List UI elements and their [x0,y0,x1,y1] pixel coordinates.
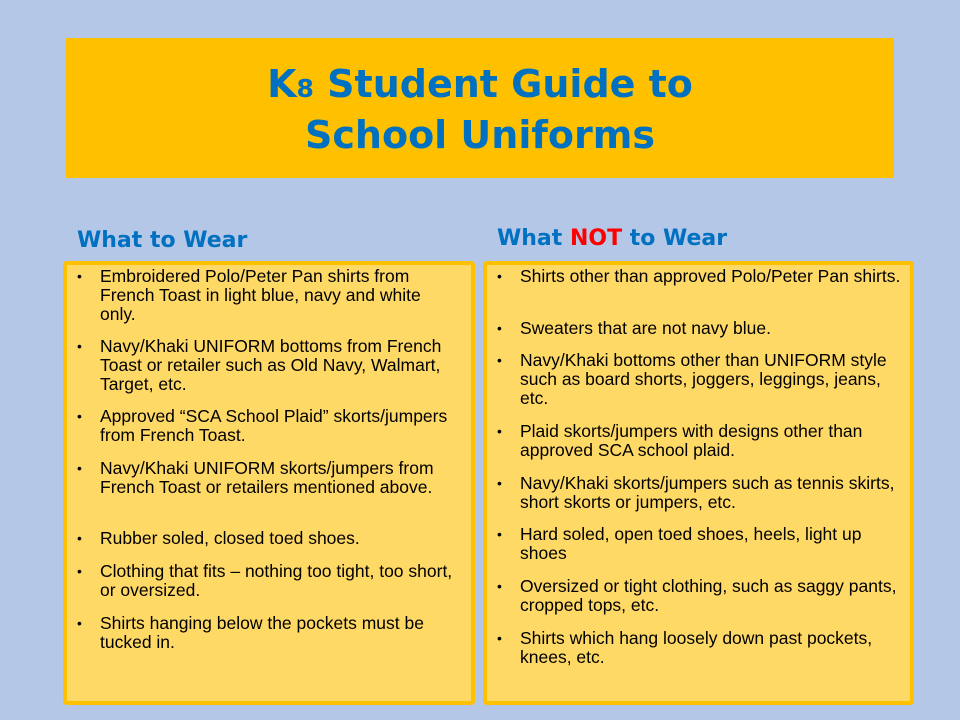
bullet-icon: • [497,320,502,336]
heading-to-wear: to Wear [622,226,728,251]
bullet-icon: • [77,563,82,579]
heading-not-word: NOT [569,226,623,251]
what-to-wear-panel [63,261,475,705]
list-item-text: Navy/Khaki UNIFORM bottoms from French Toast or retailer such as Old Navy, Walmart, Target, etc. [100,336,442,394]
list-item [67,459,467,497]
bullet-icon: • [497,526,502,542]
list-item-text: Shirts hanging below the pockets must be tucked in. [100,613,424,652]
list-item [67,267,467,324]
list-item [487,267,912,286]
what-not-to-wear-panel [483,261,914,705]
list-item-text: Approved “SCA School Plaid” skorts/jumpers from French Toast. [100,406,448,445]
what-to-wear-heading: What to Wear [77,228,248,253]
title-banner [66,38,894,178]
title-k: K [267,61,297,106]
list-item-text: Shirts which hang loosely down past pockets, knees, etc. [520,628,873,667]
list-item [67,529,467,548]
list-item [487,525,912,563]
bullet-icon: • [77,615,82,631]
list-item [67,337,467,394]
list-item-text: Oversized or tight clothing, such as saggy pants, cropped tops, etc. [520,576,897,615]
list-item-text: Rubber soled, closed toed shoes. [100,528,360,548]
bullet-icon: • [77,408,82,424]
list-item-text: Plaid skorts/jumpers with designs other than approved SCA school plaid. [520,421,863,460]
list-item [67,614,467,652]
bullet-icon: • [497,423,502,439]
what-not-to-wear-heading [497,224,727,254]
list-item [67,562,467,600]
bullet-icon: • [77,460,82,476]
page-title-line-1 [267,61,693,112]
bullet-icon: • [497,268,502,284]
list-item-text: Navy/Khaki UNIFORM skorts/jumpers from French Toast or retailers mentioned above. [100,458,434,497]
list-item-text: Embroidered Polo/Peter Pan shirts from French Toast in light blue, navy and white only. [100,266,421,324]
bullet-icon: • [497,578,502,594]
heading-what: What [497,226,570,251]
title-grade-number: 8 [296,73,314,103]
bullet-icon: • [77,338,82,354]
list-item [487,422,912,460]
list-item-text: Shirts other than approved Polo/Peter Pan shirts. [520,266,901,286]
list-item [487,351,912,408]
list-item-text: Sweaters that are not navy blue. [520,318,771,338]
bullet-icon: • [77,530,82,546]
title-line-1-text: Student Guide to [313,61,693,106]
list-item [67,407,467,445]
bullet-icon: • [497,352,502,368]
list-item-text: Hard soled, open toed shoes, heels, light up shoes [520,524,862,563]
list-item [487,474,912,512]
list-item-text: Clothing that fits – nothing too tight, too short, or oversized. [100,561,453,600]
bullet-icon: • [497,630,502,646]
list-item [487,629,912,667]
bullet-icon: • [77,268,82,284]
list-item [487,319,912,338]
list-item-text: Navy/Khaki bottoms other than UNIFORM style such as board shorts, joggers, leggings, jeans, etc. [520,350,887,408]
list-item-text: Navy/Khaki skorts/jumpers such as tennis skirts, short skorts or jumpers, etc. [520,473,895,512]
bullet-icon: • [497,475,502,491]
page-title-line-2: School Uniforms [305,112,655,157]
list-item [487,577,912,615]
